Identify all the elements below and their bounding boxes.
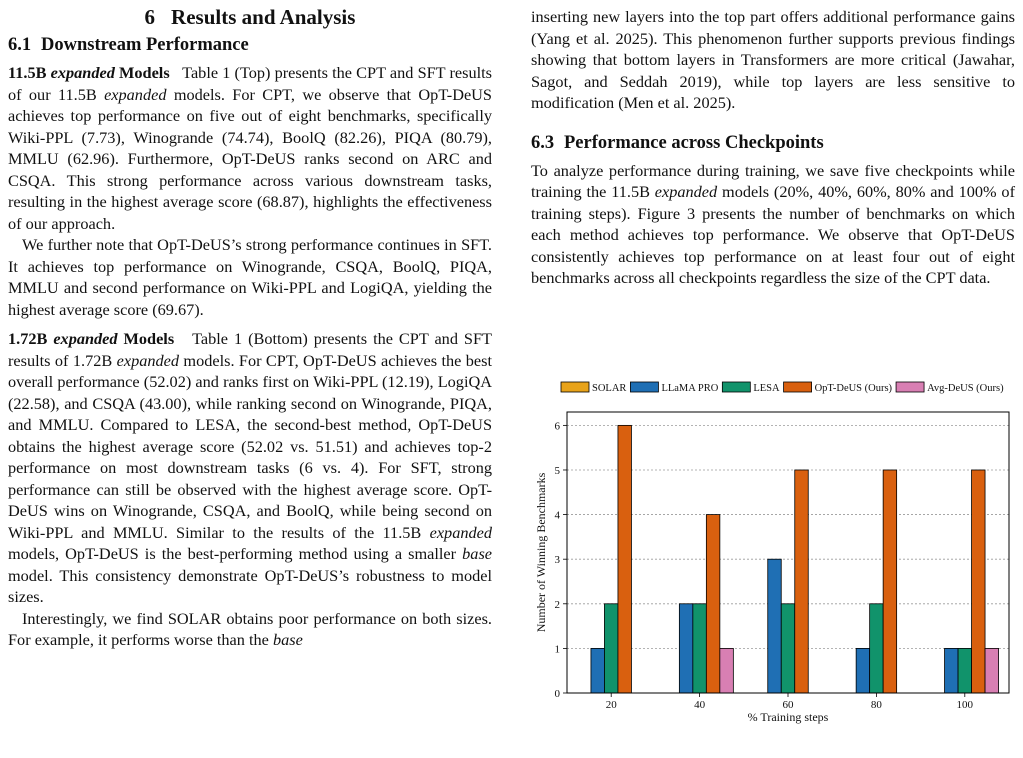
- section-title: Results and Analysis: [171, 5, 356, 29]
- bar-avg-deus-ours: [985, 648, 999, 693]
- y-tick-label: 4: [554, 509, 560, 522]
- y-tick-label: 2: [554, 598, 560, 611]
- bar-lesa: [693, 604, 707, 693]
- right-column: [531, 0, 1015, 289]
- subsection-title: Performance across Checkpoints: [564, 132, 824, 153]
- bar-llama-pro: [856, 648, 870, 693]
- subsection-title: Downstream Performance: [41, 35, 249, 55]
- bar-opt-deus-ours: [795, 470, 809, 693]
- run-in-heading: 11.5B expanded Models: [8, 63, 170, 82]
- paragraph-checkpoints: To analyze performance during training, we save five checkpoints while training the 11.5B expanded models (20%, 40%, 60%, 80% and 100% of training steps). Figure 3 presents the number of benchmarks on which each method achieves top performance. We observe that OpT-DeUS consistently achieves top performance on at least four out of eight benchmarks across all checkpoints regardless the size of the CPT data.: [531, 160, 1015, 287]
- subsection-number: 6.3: [531, 132, 555, 153]
- bar-llama-pro: [679, 604, 693, 693]
- bar-lesa: [604, 604, 618, 693]
- x-tick-label: 80: [870, 699, 882, 711]
- bar-avg-deus-ours: [720, 648, 734, 693]
- bar-lesa: [870, 604, 884, 693]
- legend-swatch: [630, 382, 658, 392]
- legend-swatch: [722, 382, 750, 392]
- y-tick-label: 5: [554, 464, 560, 477]
- bar-llama-pro: [591, 648, 605, 693]
- section-number: 6: [144, 5, 156, 29]
- legend-label: SOLAR: [592, 383, 627, 394]
- left-column: [8, 0, 492, 651]
- legend-swatch: [784, 382, 812, 392]
- bar-opt-deus-ours: [883, 470, 897, 693]
- legend-label: LESA: [753, 383, 780, 394]
- x-tick-label: 60: [782, 699, 794, 711]
- x-tick-label: 20: [605, 699, 617, 711]
- run-in-heading: 1.72B expanded Models: [8, 329, 175, 348]
- y-tick-label: 1: [554, 643, 560, 656]
- paragraph-solar: Interestingly, we find SOLAR obtains poor performance on both sizes. For example, it performs worse than the base: [8, 608, 492, 649]
- legend-label: LLaMA PRO: [661, 383, 719, 394]
- subsection-number: 6.1: [8, 35, 32, 55]
- paragraph-top-layers: inserting new layers into the top part offers additional performance gains (Yang et al. 2025). This phenomenon further supports previous findings showing that bottom layers in Transformers are more critical (Jawahar, Sagot, and Seddah 2019), while top layers are less sensitive to modification (Men et al. 2025).: [531, 7, 1015, 112]
- y-axis-label: Number of Winning Benchmarks: [534, 472, 548, 633]
- x-tick-label: 40: [694, 699, 706, 711]
- paragraph-1-72b: 1.72B expanded Models Table 1 (Bottom) presents the CPT and SFT results of 1.72B expanded models. For CPT, OpT-DeUS achieves the best overall performance (52.02) and ranks first on Wiki-PPL (12.19), LogiQA (22.58), and CSQA (43.00), while ranking second on Winogrande, PIQA, and MMLU. Compared to LESA, the second-best method, OpT-DeUS obtains the highest average score (52.02 vs. 51.51) and achieves top-2 performance on most downstream tasks (6 vs. 4). For SFT, strong performance can still be observed with the highest average score. OpT-DeUS wins on Winogrande, CSQA, and BoolQ, while being second on Wiki-PPL and MMLU. Similar to the results of the 11.5B expanded models, OpT-DeUS is the best-performing method using a smaller base model. This consistency demonstrate OpT-DeUS’s robustness to model sizes.: [8, 329, 492, 606]
- bar-opt-deus-ours: [706, 515, 720, 693]
- paragraph-sft: We further note that OpT-DeUS’s strong performance continues in SFT. It achieves top performance on Winogrande, CSQA, BoolQ, PIQA, MMLU and second performance on Wiki-PPL and LogiQA, yielding the highest average score (69.67).: [8, 235, 492, 319]
- x-axis-label: % Training steps: [747, 710, 829, 724]
- legend-swatch: [896, 382, 924, 392]
- section-heading: [8, 4, 492, 30]
- bar-chart: [531, 370, 1019, 758]
- bar-lesa: [958, 648, 972, 693]
- bar-llama-pro: [768, 559, 782, 693]
- legend-swatch: [561, 382, 589, 392]
- legend-label: OpT-DeUS (Ours): [814, 383, 893, 394]
- paragraph-11-5b: 11.5B expanded Models Table 1 (Top) presents the CPT and SFT results of our 11.5B expanded models. For CPT, we observe that OpT-DeUS achieves top performance on five out of eight benchmarks, specifically Wiki-PPL (7.73), Winogrande (74.74), BoolQ (82.26), PIQA (80.79), MMLU (62.96). Furthermore, OpT-DeUS ranks second on ARC and CSQA. This strong performance across various downstream tasks, resulting in the highest average score (68.87), highlights the effectiveness of our approach.: [8, 63, 492, 233]
- x-tick-label: 100: [956, 699, 974, 711]
- y-tick-label: 0: [554, 688, 560, 700]
- subsection-heading-6-1: [8, 34, 492, 56]
- y-tick-label: 3: [554, 554, 560, 567]
- bar-opt-deus-ours: [618, 425, 632, 693]
- figure-3: [531, 370, 1019, 758]
- bar-lesa: [781, 604, 795, 693]
- y-tick-label: 6: [554, 420, 560, 433]
- subsection-heading-6-3: [531, 132, 1015, 154]
- bar-opt-deus-ours: [972, 470, 986, 693]
- legend-label: Avg-DeUS (Ours): [927, 383, 1004, 394]
- bar-llama-pro: [945, 648, 959, 693]
